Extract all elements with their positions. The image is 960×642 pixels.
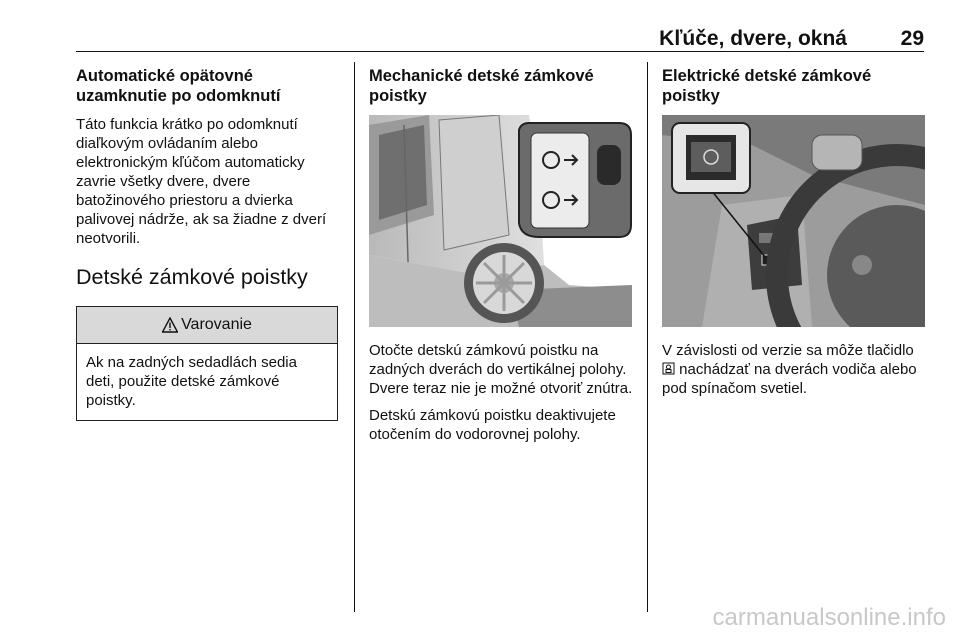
mechanical-locks-heading: Mechanické detské zámkové poistky [369, 67, 594, 105]
auto-relock-body: Táto funkcia krátko po odomknutí diaľkovým ovládaním alebo elektronickým kľúčom automaticky zavrie všetky dvere, dvere batožinového priestoru a dvierka palivovej nádrže, ak sa žiadne z dverí neotvorili. [76, 116, 327, 247]
electric-locks-heading: Elektrické detské zámkové poistky [662, 67, 872, 105]
mechanical-locks-para-1: Otočte detskú zámkovú poistku na zadných dverách do vertikálnej polohy. Dvere teraz nie je možné otvoriť znútra. [369, 342, 633, 397]
child-lock-icon [662, 362, 675, 375]
child-locks-section-title: Detské zámkové poistky [76, 265, 308, 289]
electric-locks-text-2: nachádzať na dverách vodiča alebo pod spínačom svetiel. [662, 361, 917, 397]
watermark: carmanualsonline.info [712, 604, 946, 631]
warning-box [76, 306, 338, 421]
column-2 [369, 66, 634, 452]
mechanical-locks-para-2: Detskú zámkovú poistku deaktivujete otočením do vodorovnej polohy. [369, 407, 616, 443]
page-number: 29 [900, 27, 924, 50]
warning-title: Varovanie [181, 316, 252, 333]
rear-door-child-lock-illustration [369, 115, 632, 327]
column-divider-left [354, 62, 355, 612]
column-1 [76, 66, 341, 421]
header-title: Kľúče, dvere, okná [659, 27, 847, 50]
driver-door-switch-illustration [662, 115, 925, 327]
electric-locks-text-1: V závislosti od verzie sa môže tlačidlo [662, 342, 914, 359]
auto-relock-heading: Automatické opätovné uzamknutie po odomknutí [76, 67, 281, 105]
warning-body [77, 344, 337, 420]
header-rule [76, 51, 924, 52]
column-3 [662, 66, 928, 406]
warning-triangle-icon [162, 317, 178, 333]
column-divider-right [647, 62, 648, 612]
warning-text: Ak na zadných sedadlách sedia deti, použite detské zámkové poistky. [86, 354, 297, 409]
electric-locks-para [662, 341, 928, 398]
warning-header [77, 307, 337, 344]
